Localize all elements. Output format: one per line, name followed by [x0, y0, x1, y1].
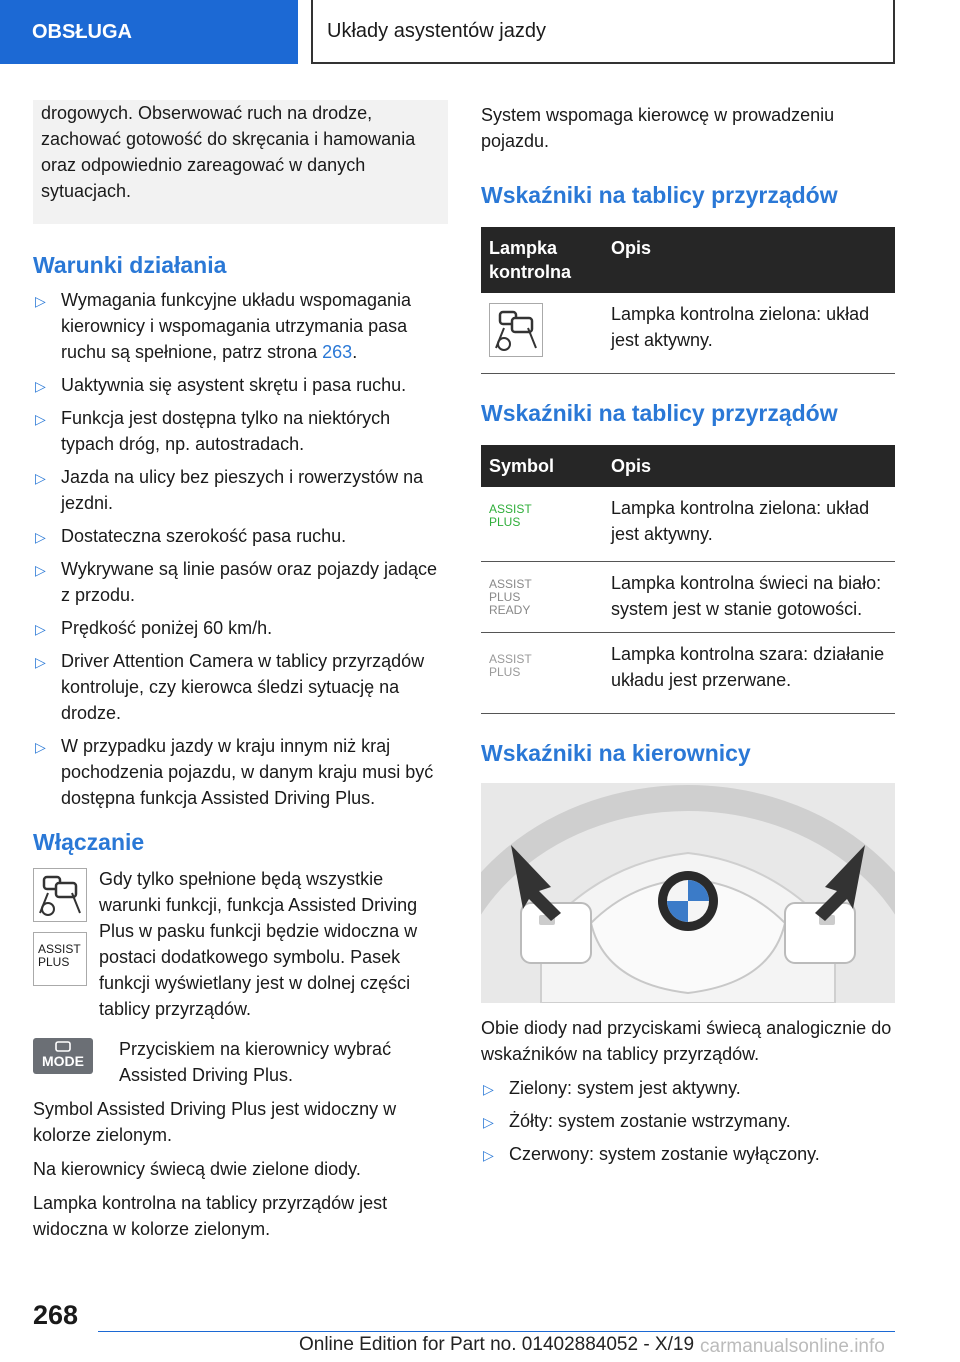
steering-wheel-image	[481, 783, 895, 1003]
table-cell-desc: Lampka kontrolna zielona: układ jest aktywny.	[603, 487, 895, 562]
intro-note-text: drogowych. Obserwować ruch na drodze, zachować gotowość do skręcania i hamowania oraz odpowiednio zareagować w danych sytuacjach.	[41, 103, 416, 201]
right-column	[481, 100, 895, 1174]
control-lamp-table	[481, 227, 895, 374]
list-item: ▷ Prędkość poniżej 60 km/h.	[33, 615, 448, 641]
left-column	[33, 100, 448, 1242]
list-item: ▷ Dostateczna szerokość pasa ruchu.	[33, 523, 448, 549]
table-row	[481, 562, 895, 633]
list-item: ▷ Wykrywane są linie pasów oraz pojazdy jadące z przodu.	[35, 559, 438, 605]
watermark: carmanualsonline.info	[700, 1336, 885, 1357]
table-header-row	[481, 227, 895, 293]
steering-wheel-heading: Wskaźniki na kierownicy	[481, 740, 751, 766]
triangle-bullet-icon: ▷	[35, 621, 46, 637]
list-item: ▷ Uaktywnia się asystent skrętu i pasa ruchu.	[33, 372, 448, 398]
para-lamp-green: Lampka kontrolna na tablicy przyrządów jest widoczna w kolorze zielonym.	[33, 1193, 388, 1239]
activation-heading: Włączanie	[33, 829, 145, 855]
assist-plus-grey-symbol: ASSIST PLUS	[481, 633, 603, 714]
mode-block	[33, 1036, 448, 1088]
activation-text: Gdy tylko spełnione będą wszystkie warunki funkcji, funkcja Assisted Driving Plus w pasku funkcji będzie widoczna w postaci dodatkowego symbolu. Pasek funkcji wyświetlany jest w dolnej części tablicy przyrządów.	[99, 869, 418, 1019]
column-header: Opis	[603, 227, 895, 293]
list-item: ▷ W przypadku jazdy w kraju innym niż kraj pochodzenia pojazdu, w danym kraju musi być dostępna funkcja Assisted Driving Plus.	[35, 736, 434, 808]
symbol-table	[481, 445, 895, 714]
para-symbol-green: Symbol Assisted Driving Plus jest widoczny w kolorze zielonym.	[33, 1099, 397, 1145]
page-link[interactable]: 263	[322, 342, 353, 362]
triangle-bullet-icon: ▷	[35, 739, 46, 755]
table-cell-desc: Lampka kontrolna zielona: układ jest aktywny.	[603, 293, 895, 374]
triangle-bullet-icon: ▷	[35, 529, 46, 545]
wheel-led-list	[481, 1075, 895, 1167]
assist-plus-green-symbol: ASSIST PLUS	[481, 487, 603, 562]
triangle-bullet-icon: ▷	[35, 562, 46, 578]
wheel-description: Obie diody nad przyciskami świecą analogicznie do wskaźników na tablicy przyrządów.	[481, 1018, 892, 1064]
conditions-list	[33, 287, 448, 811]
table-cell-desc: Lampka kontrolna szara: działanie układu jest przerwane.	[603, 633, 895, 714]
conditions-heading: Warunki działania	[33, 252, 227, 278]
triangle-bullet-icon: ▷	[35, 470, 46, 486]
table-row	[481, 487, 895, 562]
mode-button-icon: MODE	[33, 1038, 93, 1074]
triangle-bullet-icon: ▷	[35, 293, 46, 309]
indicators-heading-2: Wskaźniki na tablicy przyrządów	[481, 400, 838, 426]
footer-divider	[98, 1331, 895, 1332]
triangle-bullet-icon: ▷	[483, 1081, 494, 1097]
activation-block	[33, 866, 448, 1022]
table-row	[481, 293, 895, 374]
column-header: Symbol	[481, 445, 603, 487]
intro-note-box	[33, 100, 448, 224]
column-header: Opis	[603, 445, 895, 487]
table-header-row	[481, 445, 895, 487]
page-number: 268	[33, 1300, 79, 1330]
assist-plus-ready-symbol: ASSIST PLUS READY	[481, 562, 603, 633]
list-item: ▷ Jazda na ulicy bez pieszych i rowerzystów na jezdni.	[35, 467, 424, 513]
list-item: ▷ Czerwony: system zostanie wyłączony.	[481, 1141, 895, 1167]
steering-assist-icon	[489, 303, 543, 357]
table-row	[481, 633, 895, 714]
chapter-tab: OBSŁUGA	[0, 0, 298, 64]
edition-text: Online Edition for Part no. 01402884052 - X/19	[298, 1334, 695, 1355]
triangle-bullet-icon: ▷	[35, 654, 46, 670]
list-item: ▷ Funkcja jest dostępna tylko na niektórych typach dróg, np. autostradach.	[35, 408, 391, 454]
list-item: ▷ Wymagania funkcyjne układu wspomagania kierownicy i wspomagania utrzymania pasa ruchu są spełnione, patrz strona 263.	[35, 290, 412, 362]
list-item: ▷ Zielony: system jest aktywny.	[481, 1075, 895, 1101]
para-diodes: Na kierownicy świecą dwie zielone diody.	[33, 1159, 361, 1179]
steering-assist-icon	[33, 868, 87, 922]
column-header: Lampka kontrolna	[481, 227, 603, 293]
triangle-bullet-icon: ▷	[35, 378, 46, 394]
triangle-bullet-icon: ▷	[483, 1147, 494, 1163]
indicators-heading-1: Wskaźniki na tablicy przyrządów	[481, 182, 838, 208]
triangle-bullet-icon: ▷	[483, 1114, 494, 1130]
table-cell-desc: Lampka kontrolna świeci na biało: system jest w stanie gotowości.	[603, 562, 895, 633]
section-title: Układy asystentów jazdy	[311, 0, 895, 64]
mode-text: Przyciskiem na kierownicy wybrać Assisted Driving Plus.	[119, 1039, 392, 1085]
right-intro: System wspomaga kierowcę w prowadzeniu pojazdu.	[481, 105, 835, 151]
assist-plus-icon: ASSIST PLUS	[33, 932, 87, 986]
list-item: ▷ Żółty: system zostanie wstrzymany.	[481, 1108, 895, 1134]
triangle-bullet-icon: ▷	[35, 411, 46, 427]
list-item: ▷ Driver Attention Camera w tablicy przyrządów kontroluje, czy kierowca śledzi sytuację na drodze.	[35, 651, 425, 723]
